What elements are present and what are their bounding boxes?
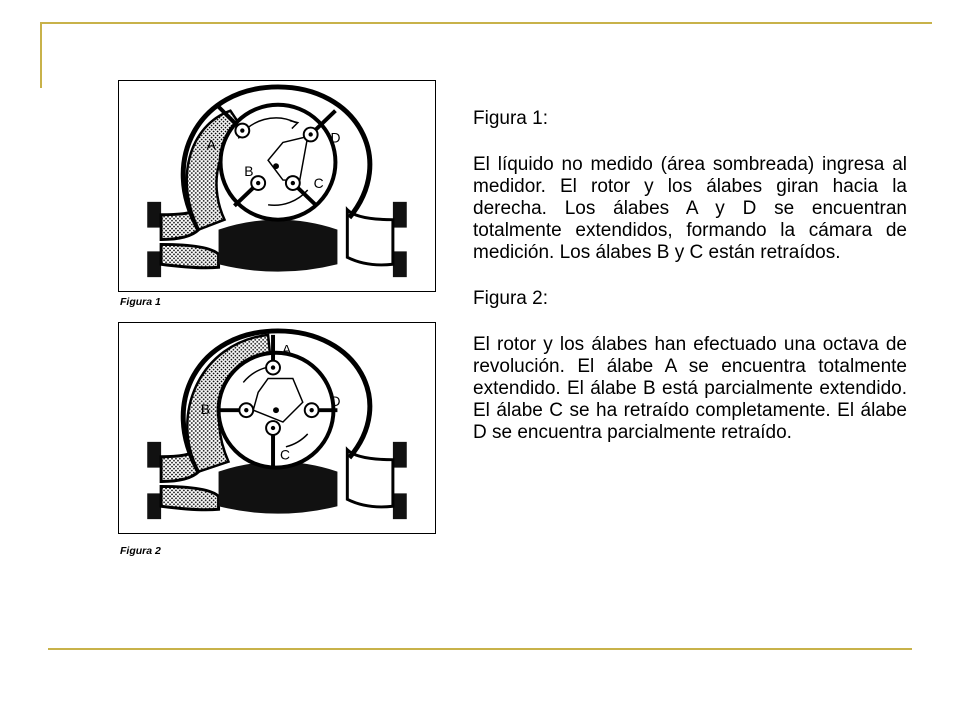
fig1-label-c: C xyxy=(313,174,324,191)
fig2-label-c: C xyxy=(279,446,290,463)
fig2-label-b: B xyxy=(200,401,210,418)
fig2-label-a: A xyxy=(281,341,292,358)
figure-1-caption: Figura 1 xyxy=(120,296,161,308)
figure-2-paragraph: El rotor y los álabes han efectuado una octava de revolución. El álabe A se encuentra totalmente extendido. El álabe B está parcialmente extendido. El álabe C se ha retraído completamente. El álabe D se encuentra parcialmente retraído. xyxy=(473,334,907,443)
figure-2-caption: Figura 2 xyxy=(120,545,161,557)
figure-2-diagram xyxy=(118,322,436,534)
figure-1-heading: Figura 1: xyxy=(473,108,548,129)
figure-1-paragraph: El líquido no medido (área sombreada) ingresa al medidor. El rotor y los álabes giran hacia la derecha. Los álabes A y D se encuentran totalmente extendidos, formando la cámara de medición. Los álabes B y C están retraídos. xyxy=(473,154,907,263)
fig1-label-d: D xyxy=(330,129,341,146)
figure-1-diagram xyxy=(118,80,436,292)
figure-2-heading: Figura 2: xyxy=(473,288,548,309)
fig1-label-a: A xyxy=(206,136,216,153)
fig1-label-b: B xyxy=(244,163,254,180)
top-vertical-rule xyxy=(40,22,42,88)
bottom-rule xyxy=(48,648,912,650)
fig2-label-d: D xyxy=(330,393,341,410)
top-horizontal-rule xyxy=(40,22,932,24)
description-text xyxy=(473,108,907,468)
figure-1-svg xyxy=(119,81,435,291)
figure-2-svg xyxy=(119,323,435,533)
